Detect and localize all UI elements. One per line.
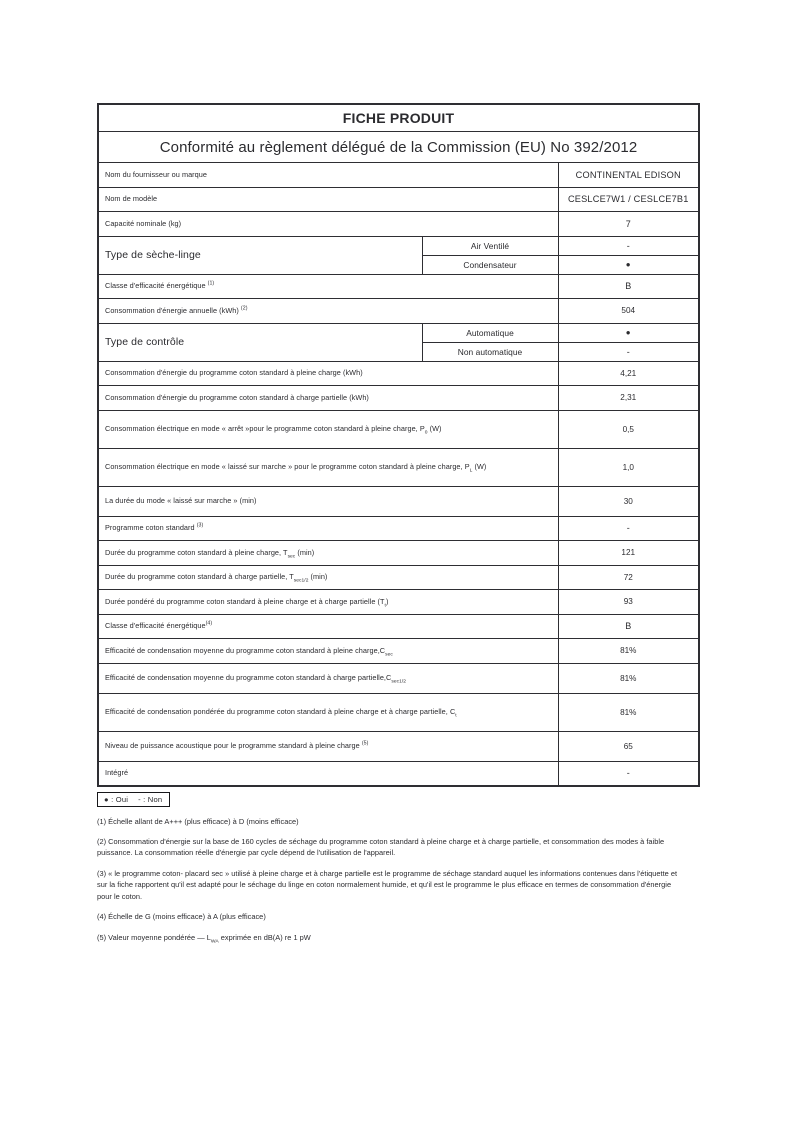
table-row-condensation-partial [98, 663, 699, 693]
off-mode-label-text-b: (W) [427, 424, 442, 434]
consumption-full-value: 4,21 [558, 361, 699, 386]
dryer-type-label: Type de sèche-linge [98, 236, 422, 274]
table-row-left-on-duration [98, 486, 699, 516]
consumption-partial-value: 2,31 [558, 386, 699, 411]
condensation-class-value: B [558, 614, 699, 639]
supplier-label: Nom du fournisseur ou marque [98, 163, 558, 188]
fiche-produit-sheet [97, 103, 698, 943]
duration-weighted-subscript: t [384, 603, 386, 609]
standard-program-footnote-ref: (3) [196, 522, 204, 529]
table-row-left-on-mode [98, 448, 699, 486]
table-row-condensation-weighted [98, 693, 699, 731]
table-row-standard-program [98, 516, 699, 541]
table-row-capacity [98, 212, 699, 237]
left-on-mode-label-text-a: Consommation électrique en mode « laissé sur marche » pour le programme coton standard à pleine charge, P [105, 462, 470, 472]
control-nonauto-label: Non automatique [422, 342, 558, 361]
table-row-subtitle [98, 132, 699, 163]
footnote-5-prefix: (5) Valeur moyenne pondérée — L [97, 932, 211, 942]
duration-full-subscript: sec [287, 554, 296, 560]
integrated-value: - [558, 761, 699, 786]
off-mode-value: 0,5 [558, 410, 699, 448]
table-row-consumption-partial [98, 386, 699, 411]
footnote-2: (2) Consommation d'énergie sur la base de 160 cycles de séchage du programme coton standard à pleine charge et à charge partielle, et consommation des modes à faible puissance. La consommation réelle d'énergie par cycle dépend de l'utilisation de l'appareil. [97, 836, 665, 858]
document-subtitle: Conformité au règlement délégué de la Commission (EU) No 392/2012 [98, 132, 699, 163]
standard-program-label [98, 516, 558, 541]
condensation-partial-value: 81% [558, 663, 699, 693]
noise-level-footnote-ref: (5) [361, 740, 369, 747]
table-row-integrated [98, 761, 699, 786]
legend-no-text: - : Non [138, 794, 163, 804]
noise-level-label-text: Niveau de puissance acoustique pour le programme standard à pleine charge [105, 741, 360, 751]
condensation-full-label [98, 639, 558, 664]
condensation-partial-label-text: Efficacité de condensation moyenne du programme coton standard à charge partielle,C [105, 673, 392, 683]
left-on-mode-subscript: L [469, 468, 473, 474]
duration-weighted-label [98, 590, 558, 615]
control-auto-value: ● [558, 323, 699, 342]
condensation-partial-label [98, 663, 558, 693]
table-row-energy-class [98, 274, 699, 299]
condensation-class-footnote-ref: (4) [205, 620, 213, 627]
footnote-4: (4) Échelle de G (moins efficace) à A (plus efficace) [97, 912, 266, 922]
model-label: Nom de modèle [98, 187, 558, 212]
duration-partial-label [98, 565, 558, 590]
table-row-model [98, 187, 699, 212]
consumption-partial-label: Consommation d'énergie du programme coton standard à charge partielle (kWh) [98, 386, 558, 411]
table-row-duration-weighted [98, 590, 699, 615]
noise-level-value: 65 [558, 731, 699, 761]
condensation-full-subscript: sec [385, 652, 393, 658]
table-row-off-mode [98, 410, 699, 448]
table-row-consumption-full [98, 361, 699, 386]
duration-full-label-text-b: (min) [295, 547, 315, 557]
condensation-weighted-label [98, 693, 558, 731]
capacity-value: 7 [558, 212, 699, 237]
off-mode-label-text-a: Consommation électrique en mode « arrêt »pour le programme coton standard à pleine charge, P [105, 424, 425, 434]
annual-consumption-label [98, 299, 558, 324]
integrated-label: Intégré [98, 761, 558, 786]
condensation-weighted-value: 81% [558, 693, 699, 731]
supplier-value: CONTINENTAL EDISON [558, 163, 699, 188]
footnote-1: (1) Échelle allant de A+++ (plus efficace) à D (moins efficace) [97, 816, 299, 826]
annual-consumption-footnote-ref: (2) [240, 305, 248, 312]
footnote-5-subscript: WA [210, 939, 219, 945]
condensation-partial-subscript: sec1/2 [391, 679, 407, 685]
condensation-weighted-subscript: t [455, 713, 457, 719]
footnote-5 [97, 932, 682, 943]
dryer-type-condenser-label: Condensateur [422, 255, 558, 274]
model-value: CESLCE7W1 / CESLCE7B1 [558, 187, 699, 212]
control-nonauto-value: - [558, 342, 699, 361]
dryer-type-condenser-value: ● [558, 255, 699, 274]
dryer-type-air-value: - [558, 236, 699, 255]
control-auto-label: Automatique [422, 323, 558, 342]
table-row-condensation-full [98, 639, 699, 664]
control-type-label: Type de contrôle [98, 323, 422, 361]
energy-class-value: B [558, 274, 699, 299]
condensation-full-label-text: Efficacité de condensation moyenne du programme coton standard à pleine charge,C [105, 645, 386, 655]
duration-partial-value: 72 [558, 565, 699, 590]
standard-program-value: - [558, 516, 699, 541]
document-title: FICHE PRODUIT [98, 104, 699, 132]
symbol-legend-box [97, 792, 170, 807]
annual-consumption-value: 504 [558, 299, 699, 324]
left-on-duration-label: La durée du mode « laissé sur marche » (min) [98, 486, 558, 516]
left-on-duration-value: 30 [558, 486, 699, 516]
duration-partial-subscript: sec1/2 [293, 578, 309, 584]
capacity-label: Capacité nominale (kg) [98, 212, 558, 237]
left-on-mode-value: 1,0 [558, 448, 699, 486]
duration-full-label [98, 541, 558, 566]
left-on-mode-label [98, 448, 558, 486]
condensation-full-value: 81% [558, 639, 699, 664]
table-row-control-auto [98, 323, 699, 342]
noise-level-label [98, 731, 558, 761]
table-row-annual-consumption [98, 299, 699, 324]
annual-consumption-label-text: Consommation d'énergie annuelle (kWh) [105, 305, 239, 315]
energy-class-label-text: Classe d'efficacité énergétique [105, 281, 206, 291]
duration-weighted-label-text-b: ) [385, 596, 389, 606]
product-data-table [97, 103, 700, 787]
condensation-class-label-text: Classe d'efficacité énergétique [105, 621, 206, 631]
off-mode-label [98, 410, 558, 448]
duration-full-value: 121 [558, 541, 699, 566]
footnote-5-suffix: exprimée en dB(A) re 1 pW [218, 932, 311, 942]
off-mode-subscript: 0 [424, 430, 428, 436]
table-row-title [98, 104, 699, 132]
duration-partial-label-text-a: Durée du programme coton standard à charge partielle, T [105, 572, 294, 582]
table-row-condensation-class [98, 614, 699, 639]
dryer-type-air-label: Air Ventilé [422, 236, 558, 255]
consumption-full-label: Consommation d'énergie du programme coton standard à pleine charge (kWh) [98, 361, 558, 386]
footnote-3: (3) « le programme coton- placard sec » utilisé à pleine charge et à charge partielle est le programme de séchage standard auquel les informations contenues dans l'étiquette et sur la fiche rapportent qu'il est adapté pour le séchage du linge en coton normalement humide, et qu'il est le programme le plus efficace en termes de consommation d'énergie pour le coton. [97, 868, 678, 901]
condensation-class-label [98, 614, 558, 639]
duration-weighted-label-text-a: Durée pondéré du programme coton standard à pleine charge et à charge partielle (T [105, 596, 385, 606]
legend-yes-text: ● : Oui [104, 794, 129, 804]
energy-class-label [98, 274, 558, 299]
duration-full-label-text-a: Durée du programme coton standard à pleine charge, T [105, 547, 288, 557]
standard-program-label-text: Programme coton standard [105, 523, 195, 533]
table-row-duration-full [98, 541, 699, 566]
duration-weighted-value: 93 [558, 590, 699, 615]
table-row-duration-partial [98, 565, 699, 590]
table-row-supplier [98, 163, 699, 188]
left-on-mode-label-text-b: (W) [472, 462, 487, 472]
duration-partial-label-text-b: (min) [308, 572, 328, 582]
table-row-dryer-type-air [98, 236, 699, 255]
table-row-noise-level [98, 731, 699, 761]
condensation-weighted-label-text: Efficacité de condensation pondérée du programme coton standard à pleine charge et à charge partielle, C [105, 707, 456, 717]
energy-class-footnote-ref: (1) [207, 280, 215, 287]
footnotes-list [97, 816, 682, 944]
